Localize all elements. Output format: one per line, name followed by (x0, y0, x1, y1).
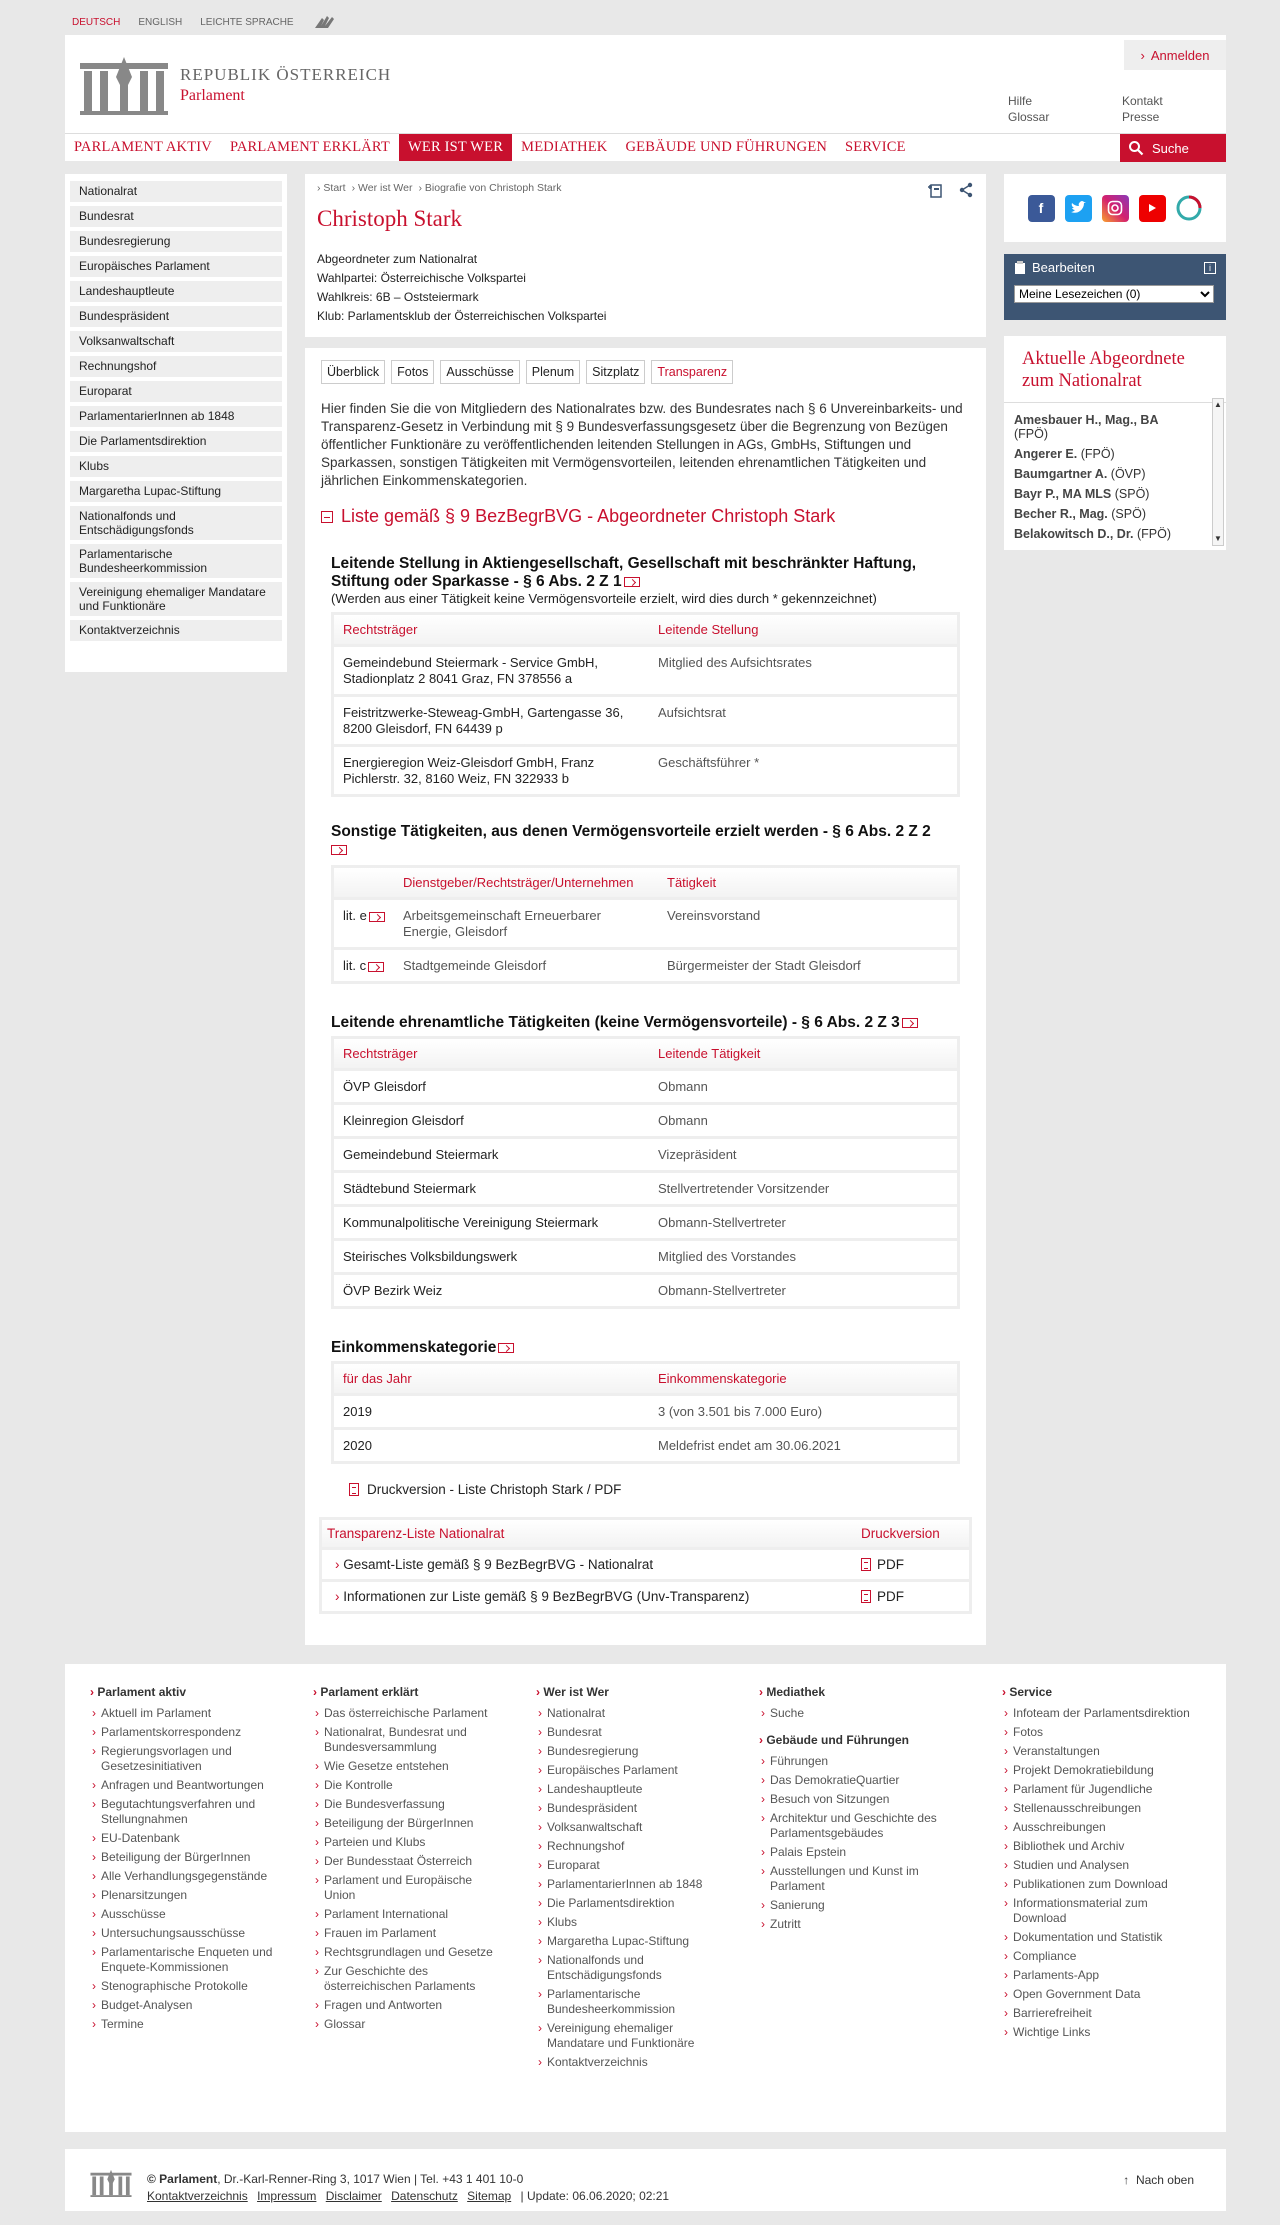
sign-language-icon[interactable] (312, 12, 340, 32)
footer-link[interactable]: › Europäisches Parlament (536, 1763, 726, 1778)
footer-link[interactable]: › Beteiligung der BürgerInnen (90, 1850, 280, 1865)
footer-link[interactable]: › Bundesrat (536, 1725, 726, 1740)
section-leitende-stellung (331, 555, 960, 797)
footer-heading[interactable]: › Gebäude und Führungen (759, 1733, 949, 1748)
col-header: Leitende Stellung (649, 615, 957, 644)
footer-link-datenschutz[interactable]: Datenschutz (391, 2189, 458, 2203)
cell: lit. e (343, 908, 367, 923)
lang-de-link[interactable]: DEUTSCH (72, 16, 121, 28)
sidebar-item-bundespraesident[interactable]: Bundespräsident (70, 306, 282, 327)
profile-club: Klub: Parlamentsklub der Österreichischen Volkspartei (317, 309, 607, 323)
footer-link[interactable]: › Kontaktverzeichnis (536, 2055, 726, 2070)
members-scrollbar[interactable] (1212, 398, 1224, 546)
tab-ausschuesse[interactable]: Ausschüsse (440, 360, 519, 384)
footer-link[interactable]: › Bundesregierung (536, 1744, 726, 1759)
cell: Bürgermeister der Stadt Gleisdorf (658, 947, 957, 981)
social-links (1004, 174, 1226, 242)
info-icon[interactable] (331, 845, 347, 855)
footer-link[interactable]: › Bibliothek und Archiv (1002, 1839, 1192, 1854)
footer-link[interactable]: › Frauen im Parlament (313, 1926, 503, 1941)
left-sidebar (65, 174, 287, 672)
footer-link[interactable]: › Nationalrat, Bundesrat und Bundesversammlung (313, 1725, 503, 1755)
table-row (334, 1393, 957, 1427)
footer-col-wer-ist-wer (536, 1685, 726, 2074)
footer-link[interactable]: › Zutritt (759, 1917, 949, 1932)
footer-heading[interactable]: › Parlament aktiv (90, 1685, 280, 1700)
sidebar-item-bundesregierung[interactable]: Bundesregierung (70, 231, 282, 252)
sidebar-item-nationalrat[interactable]: Nationalrat (70, 181, 282, 202)
cell: Arbeitsgemeinschaft Erneuerbarer Energie, Gleisdorf (394, 897, 658, 947)
update-info: | Update: 06.06.2020; 02:21 (520, 2189, 670, 2203)
footer-link[interactable]: › Parlament für Jugendliche (1002, 1782, 1192, 1797)
sidebar-item-landeshauptleute[interactable]: Landeshauptleute (70, 281, 282, 302)
footer-heading[interactable]: › Mediathek (759, 1685, 949, 1700)
footer-link[interactable]: › Das DemokratieQuartier (759, 1773, 949, 1788)
copyright: © Parlament (147, 2172, 218, 2186)
footer-link[interactable]: › Die Kontrolle (313, 1778, 503, 1793)
footer-link[interactable]: › Bundespräsident (536, 1801, 726, 1816)
cell: Feistritzwerke-Steweag-GmbH, Gartengasse 36, 8200 Gleisdorf, FN 64439 p (334, 694, 649, 744)
col-header: Tätigkeit (658, 868, 957, 897)
info-icon[interactable] (498, 1343, 514, 1353)
clipboard-icon (1014, 261, 1026, 275)
tab-sitzplatz[interactable]: Sitzplatz (586, 360, 645, 384)
current-members-list (1004, 403, 1226, 550)
footer-link[interactable]: › Studien und Analysen (1002, 1858, 1192, 1873)
cell: Energieregion Weiz-Gleisdorf GmbH, Franz Pichlerstr. 32, 8160 Weiz, FN 322933 b (334, 744, 649, 794)
table-row (334, 694, 957, 744)
footer-link[interactable]: › Ausschüsse (90, 1907, 280, 1922)
footer-link-kontaktverzeichnis[interactable]: Kontaktverzeichnis (147, 2189, 248, 2203)
footer-link[interactable]: › ParlamentarierInnen ab 1848 (536, 1877, 726, 1892)
col-header: Rechtsträger (334, 1039, 649, 1068)
parliament-logo[interactable] (80, 55, 391, 115)
table-row (334, 897, 957, 947)
table-row (334, 1102, 957, 1136)
scroll-up-icon[interactable]: ▲ (1214, 400, 1222, 409)
footer-link[interactable]: › Palais Epstein (759, 1845, 949, 1860)
facebook-icon[interactable]: f (1028, 195, 1055, 222)
arrow-up-icon: ↑ (1123, 2173, 1130, 2187)
section-4-title: Einkommenskategorie (331, 1339, 497, 1356)
document-icon (349, 1483, 359, 1496)
parliament-building-icon (80, 55, 168, 115)
section-1-note: (Werden aus einer Tätigkeit keine Vermögensvorteile erzielt, wird dies durch * gekennzeichnet) (331, 591, 877, 606)
footer-link[interactable]: › Margaretha Lupac-Stiftung (536, 1934, 726, 1949)
lang-en-link[interactable]: ENGLISH (138, 16, 183, 28)
footer-link[interactable]: › Termine (90, 2017, 280, 2032)
list-toggle[interactable] (321, 506, 970, 527)
login-button[interactable]: › Anmelden (1124, 40, 1226, 70)
footer-link[interactable]: › Die Parlamentsdirektion (536, 1896, 726, 1911)
main-navigation (65, 133, 1226, 161)
info-icon[interactable] (369, 912, 385, 922)
footer-link[interactable]: › Führungen (759, 1754, 949, 1769)
profile-info (317, 250, 974, 326)
sidebar-item-kontaktverzeichnis[interactable]: Kontaktverzeichnis (70, 620, 282, 641)
language-bar (72, 14, 340, 30)
footer-link[interactable]: › Parlamentarische Bundesheerkommission (536, 1987, 726, 2017)
footer-link[interactable]: › Budget-Analysen (90, 1998, 280, 2013)
table-row (334, 1238, 957, 1272)
footer-link[interactable]: › Untersuchungsausschüsse (90, 1926, 280, 1941)
footer-link[interactable]: › Rechtsgrundlagen und Gesetze (313, 1945, 503, 1960)
gesamt-liste-link[interactable]: › Gesamt-Liste gemäß § 9 BezBegrBVG - Nationalrat (327, 1557, 861, 1572)
footer-col-parlament-aktiv (90, 1685, 280, 2036)
footer-link[interactable]: › Parlamentskorrespondenz (90, 1725, 280, 1740)
nav-parlament-erklaert[interactable]: PARLAMENT ERKLÄRT (229, 139, 390, 155)
cell: Kleinregion Gleisdorf (334, 1102, 649, 1136)
col-header: Leitende Tätigkeit (649, 1039, 957, 1068)
table-leitende-stellung (331, 612, 960, 797)
footer-link[interactable]: › Architektur und Geschichte des Parlamentsgebäudes (759, 1811, 949, 1841)
cell: Vizepräsident (649, 1136, 957, 1170)
footer-link[interactable]: › Nationalrat (536, 1706, 726, 1721)
footer-col-parlament-erklaert (313, 1685, 503, 2036)
info-icon[interactable]: i (1204, 262, 1216, 274)
table-row (334, 1068, 957, 1102)
footer-link[interactable]: › Besuch von Sitzungen (759, 1792, 949, 1807)
footer-link[interactable]: › Aktuell im Parlament (90, 1706, 280, 1721)
footer-link[interactable]: › Stenographische Protokolle (90, 1979, 280, 1994)
profile-district: Wahlkreis: 6B – Oststeiermark (317, 290, 479, 304)
col-header: Druckversion (861, 1526, 940, 1541)
footer-heading[interactable]: › Wer ist Wer (536, 1685, 726, 1700)
cell: Gemeindebund Steiermark (334, 1136, 649, 1170)
info-icon[interactable] (368, 962, 384, 972)
section-ehrenamtliche-taetigkeiten (331, 1014, 960, 1309)
cell: Obmann-Stellvertreter (649, 1204, 957, 1238)
cell: Städtebund Steiermark (334, 1170, 649, 1204)
footer-link[interactable]: › Nationalfonds und Entschädigungsfonds (536, 1953, 726, 1983)
footer-link[interactable]: › Regierungsvorlagen und Gesetzesinitiativen (90, 1744, 280, 1774)
sidebar-item-europarat[interactable]: Europarat (70, 381, 282, 402)
intro-text: Hier finden Sie die von Mitgliedern des Nationalrates bzw. des Bundesrates nach § 6 Unvereinbarkeits- und Transparenz-Gesetz in Verbindung mit § 9 Bundesverfassungsgesetz über die Begrenzung von Bezügen öffentlicher Funktionäre zu veröffentlichenden leitenden Stellungen in AGs, GmbHs, Stiftungen und Sparkassen, sonstigen Tätigkeiten mit Vermögensvorteilen, leitenden ehrenamtlichen Tätigkeiten und jährlichen Einkommenskategorien. (321, 401, 963, 488)
document-icon (861, 1590, 871, 1603)
col-header: für das Jahr (334, 1364, 649, 1393)
print-version-link[interactable]: Druckversion - Liste Christoph Stark / PDF (349, 1482, 942, 1497)
footer-link[interactable]: › Parlament International (313, 1907, 503, 1922)
table-row (334, 744, 957, 794)
list-item[interactable]: Baumgartner A. (ÖVP) (1014, 467, 1146, 481)
footer-link[interactable]: › Sanierung (759, 1898, 949, 1913)
current-members-title: Aktuelle Abgeordnete zum Nationalrat (1004, 336, 1226, 403)
list-item[interactable]: Becher R., Mag. (SPÖ) (1014, 507, 1146, 521)
tab-plenum[interactable]: Plenum (526, 360, 580, 384)
table-ehrenamtliche-taetigkeiten (331, 1036, 960, 1309)
section-1-title: Leitende Stellung in Aktiengesellschaft, Gesellschaft mit beschränkter Haftung, Stiftung oder Sparkasse - § 6 Abs. 2 Z 1 (331, 555, 917, 590)
cell: Stadtgemeinde Gleisdorf (394, 947, 658, 981)
sidebar-item-rechnungshof[interactable]: Rechnungshof (70, 356, 282, 377)
footer-link[interactable]: › Informationsmaterial zum Download (1002, 1896, 1192, 1926)
profile-party: Wahlpartei: Österreichische Volkspartei (317, 271, 526, 285)
cell: Stellvertretender Vorsitzender (649, 1170, 957, 1204)
footer-link[interactable]: › Die Bundesverfassung (313, 1797, 503, 1812)
section-einkommenskategorie (331, 1339, 960, 1464)
info-icon[interactable] (624, 577, 640, 587)
col-header: Dienstgeber/Rechtsträger/Unternehmen (394, 868, 658, 897)
footer-link[interactable]: › Parlaments-App (1002, 1968, 1192, 1983)
page-title: Christoph Stark (317, 206, 463, 231)
search-icon (1128, 140, 1144, 156)
table-row (334, 1272, 957, 1306)
edit-title: Bearbeiten (1032, 260, 1095, 275)
cell: Mitglied des Vorstandes (649, 1238, 957, 1272)
cell: Vereinsvorstand (658, 897, 957, 947)
section-3-title: Leitende ehrenamtliche Tätigkeiten (keine Vermögensvorteile) - § 6 Abs. 2 Z 3 (331, 1014, 900, 1031)
cell: Aufsichtsrat (649, 694, 957, 744)
current-members-panel (1004, 336, 1226, 550)
footer-link[interactable]: › EU-Datenbank (90, 1831, 280, 1846)
footer-link[interactable]: › Parteien und Klubs (313, 1835, 503, 1850)
tab-ueberblick[interactable]: Überblick (321, 360, 385, 384)
footer-link[interactable]: › Glossar (313, 2017, 503, 2032)
tab-fotos[interactable]: Fotos (391, 360, 434, 384)
list-item[interactable]: Belakowitsch D., Dr. (FPÖ) (1014, 527, 1171, 541)
tab-transparenz[interactable]: Transparenz (651, 360, 733, 384)
cell: 3 (von 3.501 bis 7.000 Euro) (649, 1393, 957, 1427)
sidebar-item-parlamentarier[interactable]: ParlamentarierInnen ab 1848 (70, 406, 282, 427)
nav-wer-ist-wer[interactable]: WER IST WER (399, 134, 512, 161)
footer-link-impressum[interactable]: Impressum (257, 2189, 317, 2203)
footer-link[interactable]: › Open Government Data (1002, 1987, 1192, 2002)
footer-col-service (1002, 1685, 1192, 2044)
footer-link[interactable]: › Das österreichische Parlament (313, 1706, 503, 1721)
section-2-title: Sonstige Tätigkeiten, aus denen Vermögensvorteile erzielt werden - § 6 Abs. 2 Z 2 (331, 823, 931, 840)
breadcrumb-current: › Biografie von Christoph Stark (418, 182, 561, 194)
profile-role: Abgeordneter zum Nationalrat (317, 252, 478, 266)
cell: Geschäftsführer * (649, 744, 957, 794)
info-liste-pdf-link[interactable]: PDF (861, 1589, 904, 1604)
scroll-down-icon[interactable]: ▼ (1214, 534, 1222, 543)
cell: 2019 (334, 1393, 649, 1427)
footer-link[interactable]: › Ausschreibungen (1002, 1820, 1192, 1835)
cell: Mitglied des Aufsichtsrates (649, 644, 957, 694)
share-icon[interactable] (958, 182, 974, 198)
sidebar-item-volksanwaltschaft[interactable]: Volksanwaltschaft (70, 331, 282, 352)
cell: lit. c (343, 958, 367, 973)
instagram-icon[interactable] (1102, 195, 1129, 222)
sidebar-item-nationalfonds[interactable]: Nationalfonds und Entschädigungsfonds (70, 506, 282, 540)
footer-link[interactable]: › Projekt Demokratiebildung (1002, 1763, 1192, 1778)
info-liste-link[interactable]: › Informationen zur Liste gemäß § 9 BezBegrBVG (Unv-Transparenz) (327, 1589, 861, 1604)
col-header: Transparenz-Liste Nationalrat (327, 1526, 505, 1541)
table-einkommenskategorie (331, 1361, 960, 1464)
search-button[interactable]: Suche (1120, 134, 1226, 162)
footer-link-sitemap[interactable]: Sitemap (467, 2189, 512, 2203)
footer-link[interactable]: › Parlament und Europäische Union (313, 1873, 503, 1903)
nav-gebaeude[interactable]: GEBÄUDE UND FÜHRUNGEN (625, 139, 828, 155)
cell: ÖVP Bezirk Weiz (334, 1272, 649, 1306)
col-header: Einkommenskategorie (649, 1364, 957, 1393)
footer-heading[interactable]: › Parlament erklärt (313, 1685, 503, 1700)
nav-service[interactable]: SERVICE (845, 139, 906, 155)
list-item[interactable]: Bayr P., MA MLS (SPÖ) (1014, 487, 1150, 501)
sidebar-item-bundesheerkommission[interactable]: Parlamentarische Bundesheerkommission (70, 544, 282, 578)
document-icon (861, 1558, 871, 1571)
table-row (334, 1170, 957, 1204)
footer-link[interactable]: › Stellenausschreibungen (1002, 1801, 1192, 1816)
transparency-list-table (319, 1517, 972, 1614)
bottom-bar (65, 2149, 1226, 2211)
sidebar-item-lupac-stiftung[interactable]: Margaretha Lupac-Stiftung (70, 481, 282, 502)
sidebar-item-klubs[interactable]: Klubs (70, 456, 282, 477)
profile-tabs (321, 360, 974, 384)
gesamt-liste-pdf-link[interactable]: PDF (861, 1557, 904, 1572)
footer-link[interactable]: › Klubs (536, 1915, 726, 1930)
footer-heading[interactable]: › Service (1002, 1685, 1192, 1700)
help-link[interactable]: Hilfe (1008, 94, 1033, 108)
nav-mediathek[interactable]: MEDIATHEK (521, 139, 608, 155)
col-header: Rechtsträger (334, 615, 649, 644)
footer-link[interactable]: › Fotos (1002, 1725, 1192, 1740)
footer-link-disclaimer[interactable]: Disclaimer (325, 2189, 382, 2203)
footer-link[interactable]: › Volksanwaltschaft (536, 1820, 726, 1835)
footer-link[interactable]: › Parlamentarische Enqueten und Enquete-Kommissionen (90, 1945, 280, 1975)
footer-link[interactable]: › Compliance (1002, 1949, 1192, 1964)
press-link[interactable]: Presse (1122, 110, 1160, 124)
cell: Obmann-Stellvertreter (649, 1272, 957, 1306)
cell: Meldefrist endet am 30.06.2021 (649, 1427, 957, 1461)
table-row (334, 1204, 957, 1238)
cell: Steirisches Volksbildungswerk (334, 1238, 649, 1272)
site-header (65, 35, 1226, 133)
twitter-icon[interactable] (1065, 195, 1092, 222)
bookmarks-select[interactable] (1014, 285, 1214, 303)
breadcrumb-start[interactable]: › Start (317, 182, 346, 194)
footer-link[interactable]: › Infoteam der Parlamentsdirektion (1002, 1706, 1192, 1721)
footer-link[interactable]: › Der Bundesstaat Österreich (313, 1854, 503, 1869)
table-sonstige-taetigkeiten (331, 865, 960, 984)
cell: Obmann (649, 1068, 957, 1102)
table-row (322, 1579, 969, 1611)
collapse-icon (321, 511, 333, 523)
parliament-building-icon (90, 2169, 132, 2197)
cell: Kommunalpolitische Vereinigung Steiermark (334, 1204, 649, 1238)
footer-link[interactable]: › Wichtige Links (1002, 2025, 1192, 2040)
footer-link[interactable]: › Suche (759, 1706, 949, 1721)
footer-col-mediathek (759, 1685, 949, 1936)
list-title: Liste gemäß § 9 BezBegrBVG - Abgeordneter Christoph Stark (341, 506, 836, 526)
footer-link[interactable]: › Fragen und Antworten (313, 1998, 503, 2013)
footer-link[interactable]: › Plenarsitzungen (90, 1888, 280, 1903)
footer-link[interactable]: › Dokumentation und Statistik (1002, 1930, 1192, 1945)
table-row (334, 644, 957, 694)
bookmark-add-icon[interactable] (926, 182, 944, 198)
cell: Obmann (649, 1102, 957, 1136)
cell: ÖVP Gleisdorf (334, 1068, 649, 1102)
breadcrumb-wer-ist-wer[interactable]: › Wer ist Wer (352, 182, 413, 194)
footer-link[interactable]: › Anfragen und Beantwortungen (90, 1778, 280, 1793)
cell: Gemeindebund Steiermark - Service GmbH, Stadionplatz 2 8041 Graz, FN 378556 a (334, 644, 649, 694)
glossary-link[interactable]: Glossar (1008, 110, 1050, 124)
youtube-icon[interactable] (1139, 195, 1166, 222)
sidebar-item-bundesrat[interactable]: Bundesrat (70, 206, 282, 227)
podcast-icon[interactable] (1176, 195, 1203, 222)
logo-subtitle: Parlament (180, 87, 245, 104)
table-row (334, 1136, 957, 1170)
footer-link[interactable]: › Europarat (536, 1858, 726, 1873)
list-item[interactable]: Amesbauer H., Mag., BA (FPÖ) (1014, 413, 1159, 441)
main-content (305, 348, 986, 1645)
footer-link[interactable]: › Wie Gesetze entstehen (313, 1759, 503, 1774)
info-icon[interactable] (902, 1018, 918, 1028)
table-row (334, 947, 957, 981)
footer-link[interactable]: › Alle Verhandlungsgegenstände (90, 1869, 280, 1884)
footer-link[interactable]: › Veranstaltungen (1002, 1744, 1192, 1759)
footer-link[interactable]: › Landeshauptleute (536, 1782, 726, 1797)
footer-link[interactable]: › Publikationen zum Download (1002, 1877, 1192, 1892)
logo-title: REPUBLIK ÖSTERREICH (180, 65, 392, 84)
footer-link[interactable]: › Beteiligung der BürgerInnen (313, 1816, 503, 1831)
sidebar-item-eu-parlament[interactable]: Europäisches Parlament (70, 256, 282, 277)
lang-easy-link[interactable]: LEICHTE SPRACHE (200, 16, 294, 28)
footer-link[interactable]: › Begutachtungsverfahren und Stellungnahmen (90, 1797, 280, 1827)
breadcrumb (317, 182, 974, 194)
footer-link[interactable]: › Ausstellungen und Kunst im Parlament (759, 1864, 949, 1894)
chevron-right-icon: › (1140, 47, 1145, 63)
list-item[interactable]: Angerer E. (FPÖ) (1014, 447, 1115, 461)
section-sonstige-taetigkeiten (331, 823, 960, 984)
table-row (322, 1547, 969, 1579)
footer-link[interactable]: › Rechnungshof (536, 1839, 726, 1854)
footer-link[interactable]: › Zur Geschichte des österreichischen Parlaments (313, 1964, 503, 1994)
cell: 2020 (334, 1427, 649, 1461)
edit-panel (1004, 254, 1226, 320)
contact-link[interactable]: Kontakt (1122, 94, 1163, 108)
sidebar-item-vereinigung[interactable]: Vereinigung ehemaliger Mandatare und Funktionäre (70, 582, 282, 616)
profile-card (305, 174, 986, 337)
nav-parlament-aktiv[interactable]: PARLAMENT AKTIV (74, 139, 212, 155)
footer-link[interactable]: › Barrierefreiheit (1002, 2006, 1192, 2021)
table-row (334, 1427, 957, 1461)
footer-link[interactable]: › Vereinigung ehemaliger Mandatare und Funktionäre (536, 2021, 726, 2051)
site-footer (65, 1664, 1226, 2132)
address: , Dr.-Karl-Renner-Ring 3, 1017 Wien | Tel. +43 1 401 10-0 (217, 2172, 524, 2186)
sidebar-item-parlamentsdirektion[interactable]: Die Parlamentsdirektion (70, 431, 282, 452)
back-to-top-link[interactable]: ↑ Nach oben (1123, 2173, 1194, 2187)
